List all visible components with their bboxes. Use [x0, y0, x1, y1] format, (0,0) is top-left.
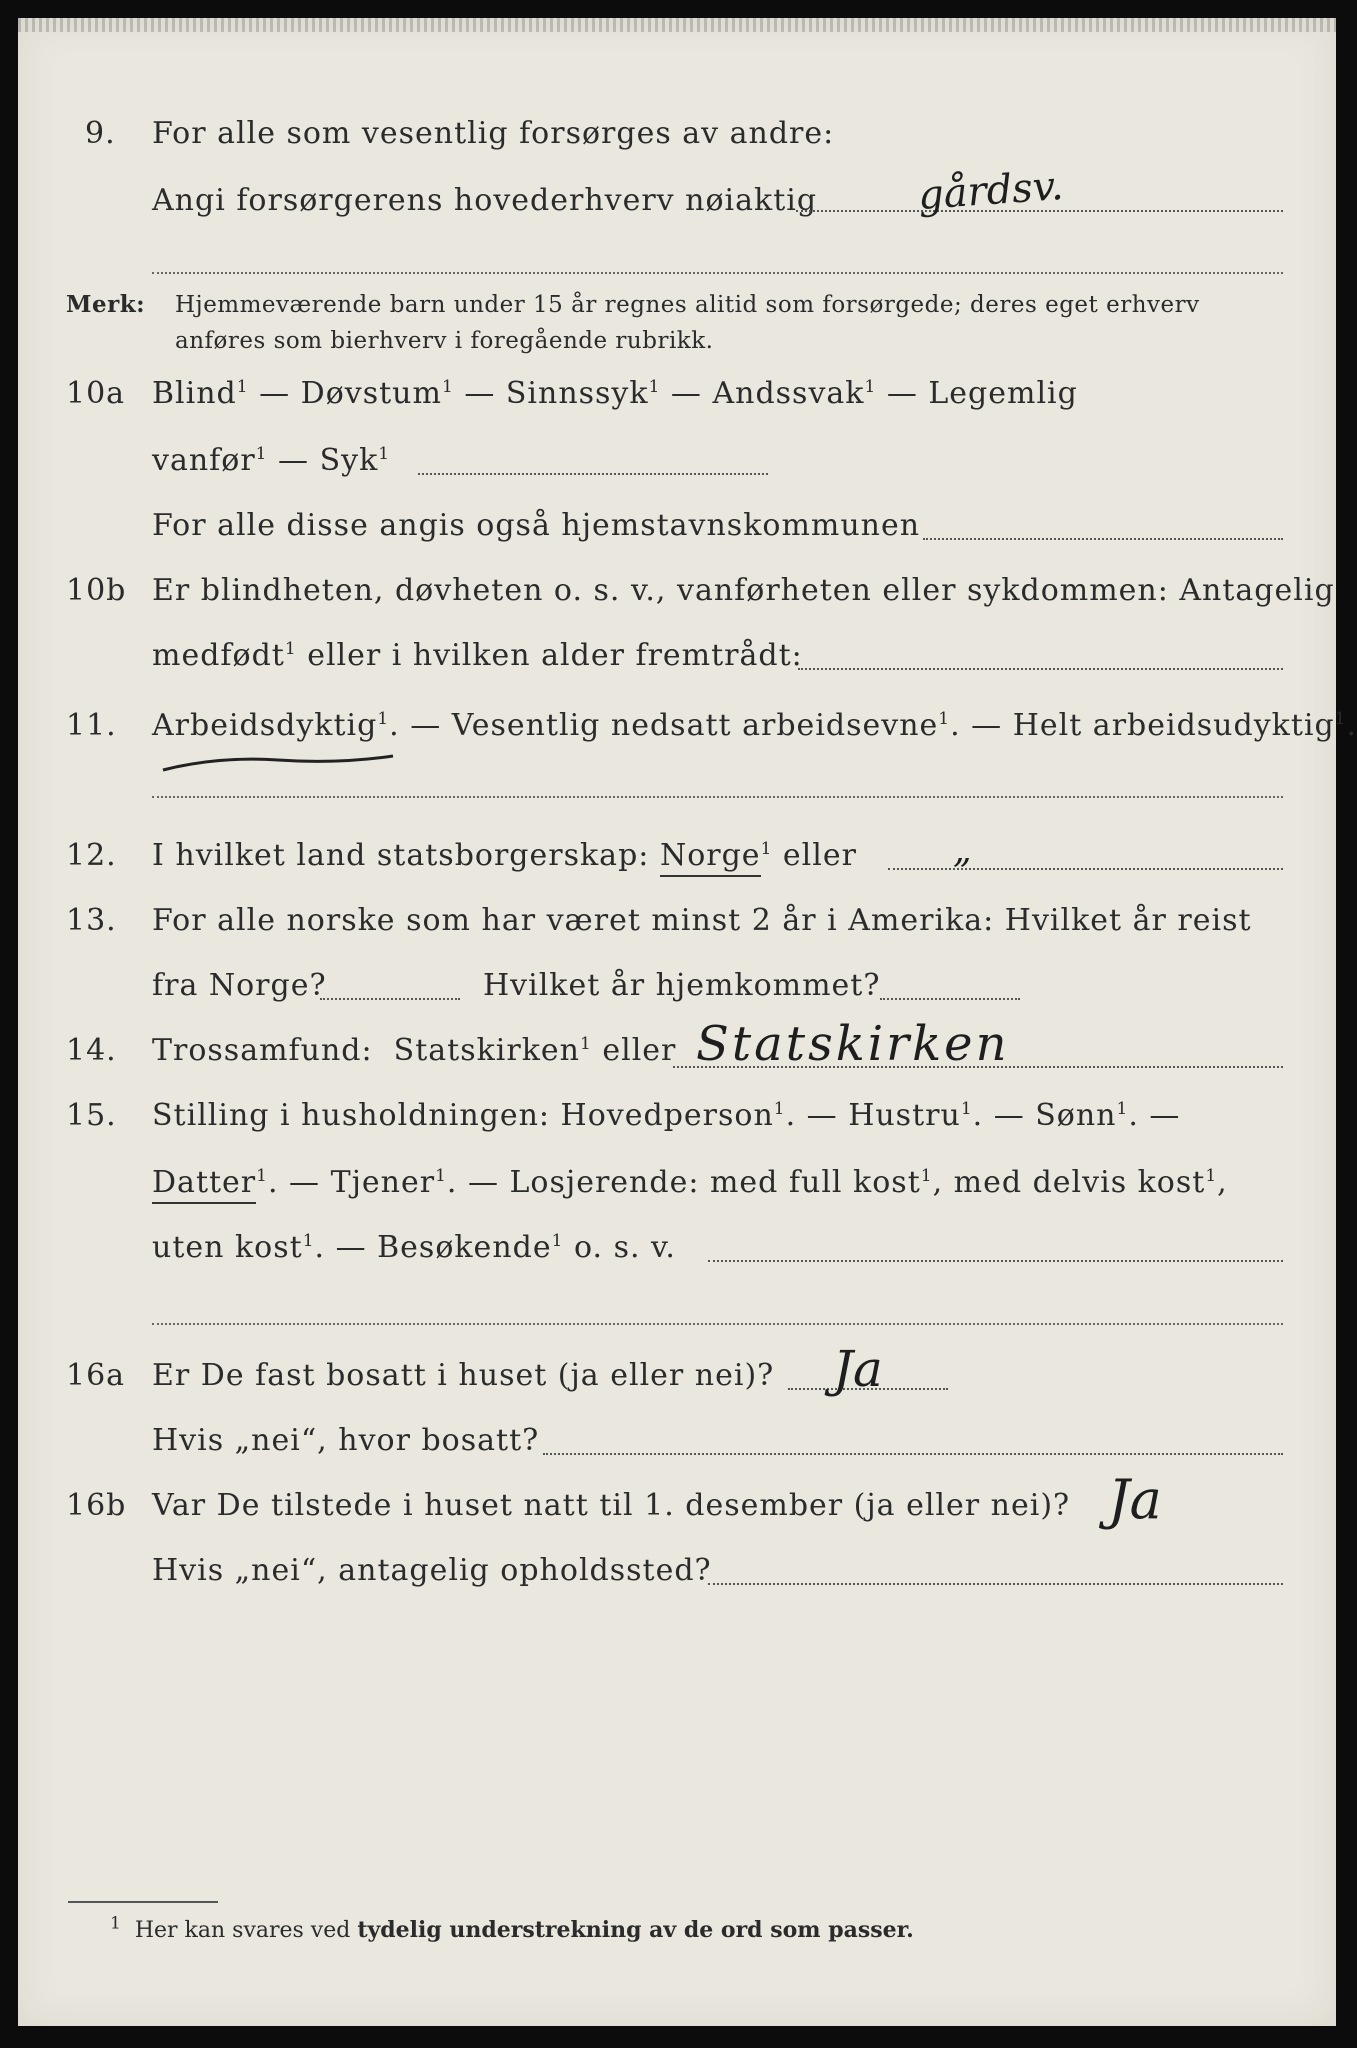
page-top-edge: [18, 18, 1336, 32]
q9-line1: For alle som vesentlig forsørges av andre:: [152, 116, 835, 151]
q16a-number: 16a: [66, 1358, 126, 1393]
q10a-number: 10a: [66, 376, 126, 411]
q12-line: I hvilket land statsborgerskap: Norge$^1$ eller: [152, 838, 857, 874]
option-dovstum: — Døvstum: [248, 376, 442, 411]
q16b-line2: Hvis „nei“, antagelig opholdssted?: [152, 1553, 712, 1588]
q13-hjemkommet-line: [880, 998, 1020, 1000]
q15-line3: uten kost$^1$. — Besøkende$^1$ o. s. v.: [152, 1230, 676, 1265]
q9-number: 9.: [85, 116, 116, 151]
option-vanfor: vanfør: [152, 443, 256, 478]
census-form-page: [18, 18, 1357, 2026]
q9-handwritten-answer: gårdsv.: [916, 162, 1065, 220]
q10a-syk-line: [418, 473, 768, 475]
option-blind: Blind: [152, 376, 237, 411]
q10b-line2: medfødt$^1$ eller i hvilken alder fremtrådt:: [152, 638, 803, 673]
option-sinnssyk: — Sinnssyk: [453, 376, 649, 411]
q16b-number: 16b: [66, 1488, 127, 1523]
option-syk: — Syk: [267, 443, 379, 478]
q16b-handwritten-answer: Ja: [1108, 1468, 1162, 1531]
q16b-line1: Var De tilstede i huset natt til 1. desember (ja eller nei)?: [152, 1488, 1071, 1523]
option-andssvak: — Andssvak: [660, 376, 865, 411]
option-legemlig: — Legemlig: [876, 376, 1078, 411]
q15-line1: Stilling i husholdningen: Hovedperson$^1$. — Hustru$^1$. — Sønn$^1$. —: [152, 1098, 1181, 1133]
option-nedsatt: . — Vesentlig nedsatt arbeidsevne: [389, 708, 939, 743]
q15-line2: Datter$^1$. — Tjener$^1$. — Losjerende: med full kost$^1$, med delvis kost$^1$,: [152, 1165, 1228, 1201]
q10a-line2: vanfør$^1$ — Syk$^1$: [152, 443, 391, 478]
footnote-separator: [68, 1901, 218, 1903]
q16a-bosatt-line: [543, 1453, 1283, 1455]
q11-number: 11.: [66, 708, 117, 743]
option-udyktig: . — Helt arbeidsudyktig: [950, 708, 1335, 743]
q15-answer-line: [708, 1260, 1283, 1262]
q13-reist-line: [320, 998, 460, 1000]
q16a-line1: Er De fast bosatt i huset (ja eller nei)?: [152, 1358, 775, 1393]
q16a-line2: Hvis „nei“, hvor bosatt?: [152, 1423, 540, 1458]
q14-line: Trossamfund: Statskirken$^1$ eller: [152, 1033, 677, 1068]
q10a-kommune-line: [923, 538, 1283, 540]
q14-number: 14.: [66, 1033, 117, 1068]
merk-label: Merk:: [66, 291, 146, 318]
q10a-line1: Blind$^1$ — Døvstum$^1$ — Sinnssyk$^1$ — Andssvak$^1$ — Legemlig: [152, 376, 1078, 411]
q13-line1: For alle norske som har været minst 2 år i Amerika: Hvilket år reist: [152, 903, 1252, 938]
q9-extra-line: [152, 272, 1283, 274]
q10a-line3: For alle disse angis også hjemstavnskommunen: [152, 508, 921, 543]
q12-norge-underlined: Norge: [660, 838, 761, 877]
q15-number: 15.: [66, 1098, 117, 1133]
q11-handwritten-underline: [158, 748, 398, 778]
q10b-answer-line: [798, 668, 1283, 670]
q10b-number: 10b: [66, 573, 127, 608]
q11-line: Arbeidsdyktig$^1$. — Vesentlig nedsatt arbeidsevne$^1$. — Helt arbeidsudyktig$^1$.: [152, 708, 1357, 743]
q11-extra-line: [152, 796, 1283, 798]
q10b-line1: Er blindheten, døvheten o. s. v., vanførheten eller sykdommen: Antagelig: [152, 573, 1335, 608]
merk-line1: Hjemmeværende barn under 15 år regnes alitid som forsørgede; deres eget erhverv: [175, 292, 1200, 318]
q16b-opholdssted-line: [708, 1583, 1283, 1585]
q15-extra-line: [152, 1323, 1283, 1325]
q13-line2b: Hvilket år hjemkommet?: [483, 968, 881, 1003]
q15-datter-underlined: Datter: [152, 1165, 256, 1204]
footnote: $^1$ Her kan svares ved tydelig understrekning av de ord som passer.: [110, 1913, 914, 1943]
option-arbeidsdyktig: Arbeidsdyktig: [152, 708, 378, 743]
merk-line2: anføres som bierhverv i foregående rubrikk.: [175, 328, 714, 354]
q13-number: 13.: [66, 903, 117, 938]
q14-handwritten-answer: Statskirken: [696, 1016, 1010, 1072]
q12-handwritten-answer: „: [953, 830, 972, 871]
q16a-handwritten-answer: Ja: [833, 1340, 883, 1398]
q9-line2: Angi forsørgerens hovederhverv nøiaktig: [152, 183, 818, 218]
q13-line2a: fra Norge?: [152, 968, 327, 1003]
q12-number: 12.: [66, 838, 117, 873]
q12-answer-line: [888, 868, 1283, 870]
